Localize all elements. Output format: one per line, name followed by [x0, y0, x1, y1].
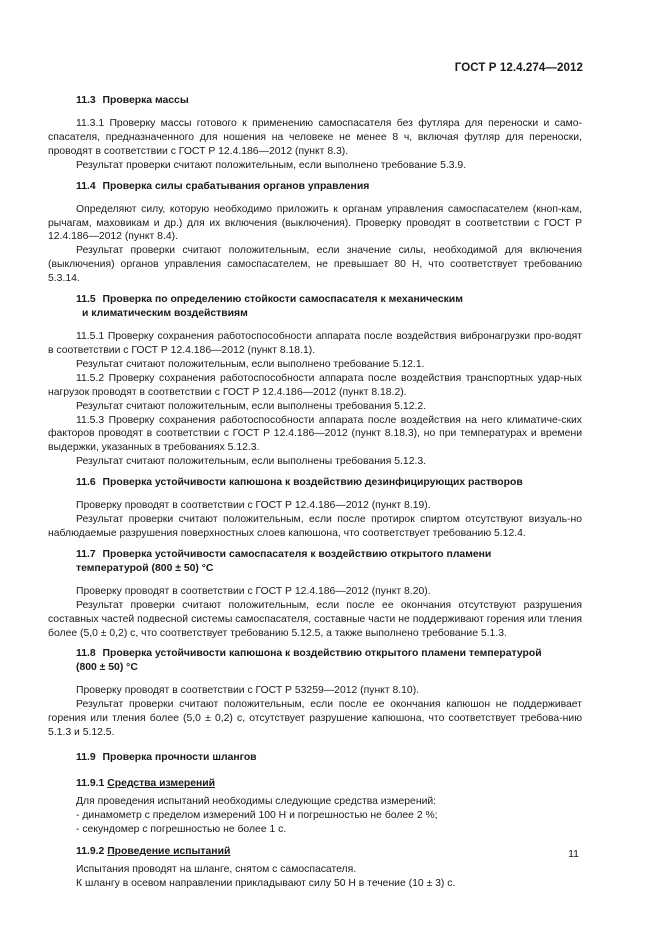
section-title: Проверка по определению стойкости самоспасателя к механическим: [102, 294, 463, 306]
section-number: 11.5: [76, 294, 96, 306]
paragraph: Результат проверки считают положительным, если после протирок спиртом отсутствуют визуаль-но наблюдаемые разрушения поверхностных слоев капюшона, что соответствует требованию 5.12.4.: [48, 514, 582, 539]
section-title: Проверка устойчивости капюшона к воздействию дезинфицирующих растворов: [102, 477, 523, 489]
paragraph: 11.3.1 Проверку массы готового к применению самоспасателя без футляра для переноски и само-спасателя, предназначенного для ношения на человеке не менее 8 ч, включая футляр для переноски, проводят в соответствии с ГОСТ Р 12.4.186—2012 (пункт 8.3).: [48, 118, 582, 157]
paragraph: Результат проверки считают положительным, если после ее окончания отсутствуют разрушения составных частей подвесной системы самоспасателя, составные части не поддерживают горения или тления более (5,0 ± 0,2) с, что соответствует требованию 5.12.5, а также выполнено требование 5.1.3.: [48, 599, 582, 639]
section-heading-11-9: [48, 751, 582, 765]
list-item: - динамометр с пределом измерений 100 Н и погрешностью не более 2 %;: [76, 810, 438, 821]
paragraph: 11.5.2 Проверку сохранения работоспособности аппарата после воздействия транспортных удар-ных нагрузок проводят в соответствии с ГОСТ Р 12.4.186—2012 (пункт 8.18.2).: [48, 372, 582, 398]
section-number: 11.6: [76, 477, 96, 489]
paragraph: Определяют силу, которую необходимо приложить к органам управления самоспасателем (кноп-кам, рычагам, маховикам и др.) для их включения (выключения). Проверку проводят в соответствии с ГОСТ Р 12.4.186—2012 (пункт 8.4).: [48, 203, 582, 243]
section-title-continued: и климатическим воздействиям: [82, 308, 248, 320]
subsection-heading-11-9-1: [48, 777, 582, 791]
section-title-continued: (800 ± 50) °С: [76, 662, 138, 674]
section-number: 11.8: [76, 648, 96, 660]
paragraph: Результат проверки считают положительным, если выполнено требование 5.3.9.: [76, 159, 467, 171]
paragraph: Проверку проводят в соответствии с ГОСТ Р 12.4.186—2012 (пункт 8.19).: [76, 500, 431, 512]
page-number: 11: [568, 848, 579, 860]
section-title: Проверка прочности шлангов: [102, 752, 257, 764]
section-heading-11-5: [48, 293, 582, 321]
subsection-number: 11.9.1: [76, 778, 105, 790]
section-heading-11-4: [48, 180, 582, 194]
section-heading-11-8: [48, 647, 582, 675]
document-header: ГОСТ Р 12.4.274—2012: [454, 62, 583, 74]
section-heading-11-7: [48, 548, 582, 576]
subsection-heading-11-9-2: [48, 845, 582, 859]
section-heading-11-3: [48, 94, 582, 108]
section-title: Проверка силы срабатывания органов управления: [102, 180, 370, 192]
paragraph: Испытания проводят на шланге, снятом с самоспасателя.: [76, 863, 357, 875]
paragraph: Результат считают положительным, если выполнены требования 5.12.3.: [76, 456, 427, 468]
section-title-continued: температурой (800 ± 50) °С: [76, 562, 214, 574]
paragraph: 11.5.3 Проверку сохранения работоспособности аппарата после воздействия на него климатиче-ских факторов проводят в соответствии с ГОСТ Р 12.4.186—2012 (пункт 8.18.3), но при температурах и времени выдержки, указанных в требованиях 5.12.3.: [48, 414, 582, 454]
section-number: 11.4: [76, 180, 96, 192]
section-title: Проверка устойчивости самоспасателя к воздействию открытого пламени: [102, 548, 492, 560]
section-number: 11.7: [76, 548, 96, 560]
page-body: [48, 88, 582, 891]
paragraph: К шлангу в осевом направлении прикладывают силу 50 Н в течение (10 ± 3) с.: [76, 877, 456, 889]
section-number: 11.3: [76, 95, 96, 106]
paragraph: Результат проверки считают положительным, если после ее окончания капюшон не поддерживает горения или тления более (5,0 ± 0,2) с, отсутствует разрушение капюшона, что соответствует требова-нию 5.1.3 и 5.12.5.: [48, 699, 582, 739]
paragraph: 11.5.1 Проверку сохранения работоспособности аппарата после воздействия вибронагрузки про-водят в соответствии с ГОСТ Р 12.4.186—2012 (пункт 8.18.1).: [48, 331, 582, 356]
paragraph: Для проведения испытаний необходимы следующие средства измерений:: [76, 796, 437, 808]
paragraph: Проверку проводят в соответствии с ГОСТ Р 53259—2012 (пункт 8.10).: [76, 685, 420, 697]
subsection-number: 11.9.2: [76, 845, 105, 857]
paragraph: Результат проверки считают положительным, если значение силы, необходимой для включения (выключения) органов управления самоспасателем, не превышает 80 Н, что соответствует требованию 5.3.14.: [48, 245, 582, 285]
paragraph: Результат считают положительным, если выполнены требования 5.12.2.: [76, 400, 427, 412]
list-item: - секундомер с погрешностью не более 1 с.: [76, 823, 287, 835]
section-title: Проверка устойчивости капюшона к воздействию открытого пламени температурой: [102, 648, 542, 660]
section-heading-11-6: [48, 476, 582, 490]
paragraph: Проверку проводят в соответствии с ГОСТ Р 12.4.186—2012 (пункт 8.20).: [76, 585, 431, 597]
subsection-title: Проведение испытаний: [107, 845, 231, 857]
section-number: 11.9: [76, 752, 96, 764]
paragraph: Результат считают положительным, если выполнено требование 5.12.1.: [76, 358, 425, 370]
section-title: Проверка массы: [102, 95, 189, 106]
subsection-title: Средства измерений: [107, 778, 216, 790]
